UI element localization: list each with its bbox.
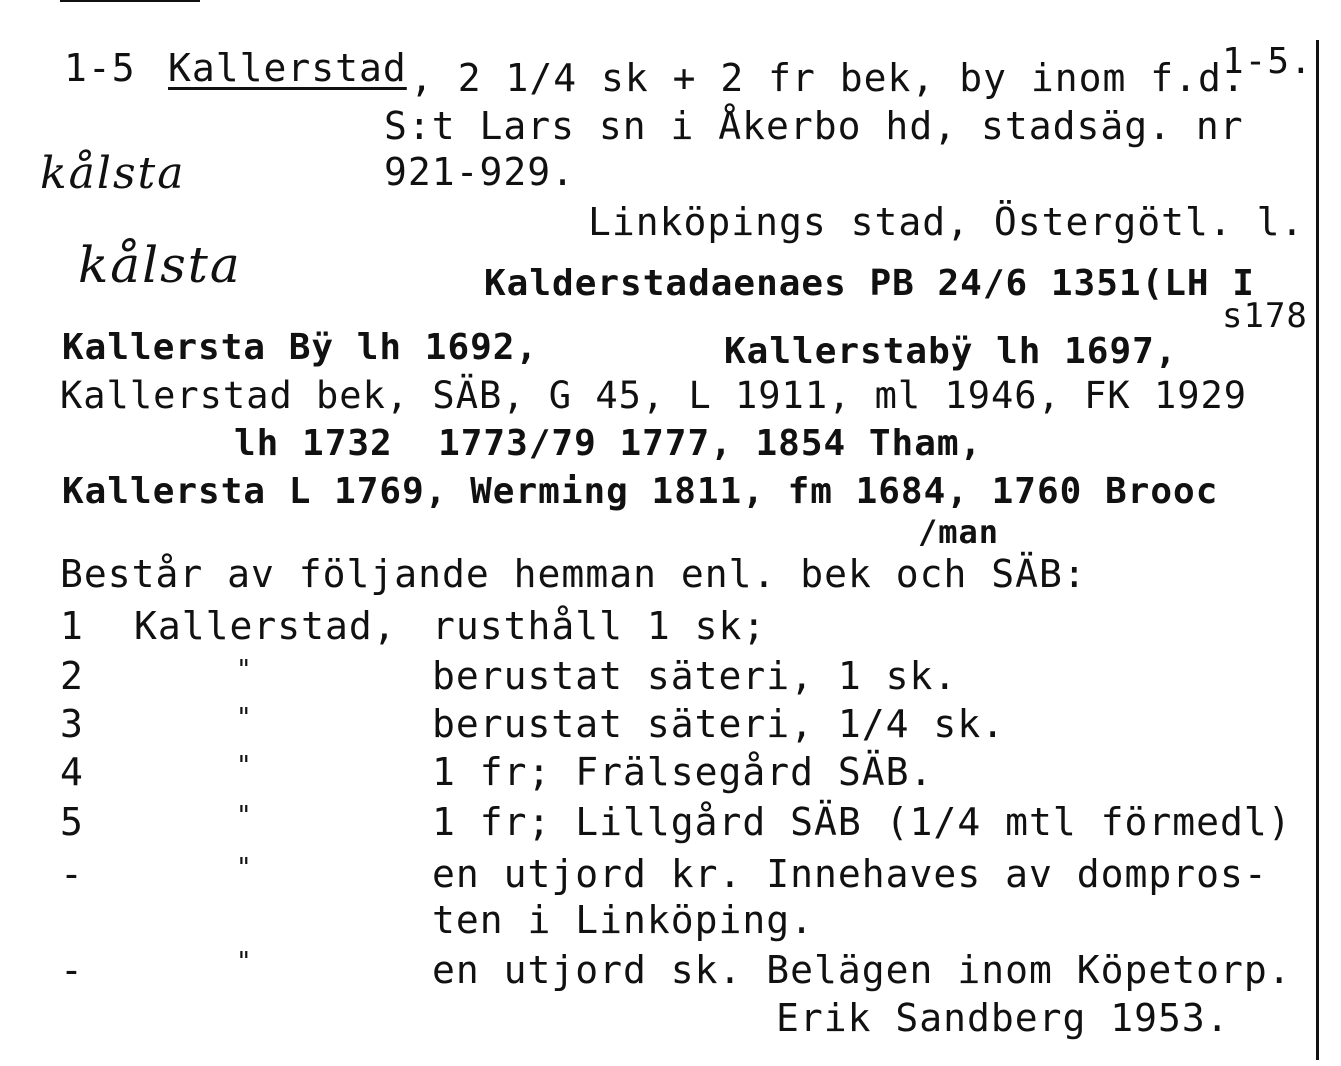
line-9-note: /man (918, 513, 1000, 551)
hemman-number: 5 (60, 800, 84, 844)
line-4: Linköpings stad, Östergötl. l. (588, 200, 1305, 244)
line-8: lh 1732 1773/79 1777, 1854 Tham, (234, 423, 983, 464)
line-1-rest: , 2 1/4 sk + 2 fr bek, by inom f.d. (410, 56, 1246, 100)
hemman-description: berustat säteri, 1 sk. (432, 654, 958, 698)
hemman-description: ten i Linköping. (432, 898, 815, 942)
line-6-source-a: Kallersta Bÿ lh 1692, (62, 327, 539, 368)
line-5-source: Kalderstadaenaes PB 24/6 1351(LH I (484, 263, 1255, 304)
line-2: S:t Lars sn i Åkerbo hd, stadsäg. nr (384, 104, 1244, 148)
hemman-name: Kallerstad, (134, 604, 397, 648)
hemman-description: berustat säteri, 1/4 sk. (432, 702, 1006, 746)
handwritten-pronunciation-2: kålsta (78, 236, 242, 294)
line-10-heading: Består av följande hemman enl. bek och SÄB: (60, 552, 1087, 596)
hemman-description: en utjord kr. Innehaves av dompros- (432, 852, 1268, 896)
hemman-number: - (60, 852, 84, 896)
hemman-ditto: " (236, 947, 253, 977)
entry-number: 1-5 (64, 46, 136, 90)
line-7: Kallerstad bek, SÄB, G 45, L 1911, ml 1946, FK 1929 (60, 374, 1248, 417)
hemman-description: 1 fr; Frälsegård SÄB. (432, 750, 934, 794)
hemman-ditto: " (236, 751, 253, 781)
hemman-description: rusthåll 1 sk; (432, 604, 767, 648)
hemman-number: 3 (60, 702, 84, 746)
line-6-source-b: Kallerstabÿ lh 1697, (724, 331, 1178, 372)
hemman-description: 1 fr; Lillgård SÄB (1/4 mtl förmedl) (432, 800, 1292, 844)
corner-reference: 1-5. (1222, 41, 1313, 82)
line-3: 921-929. (384, 150, 576, 194)
hemman-ditto: " (236, 853, 253, 883)
card-edge-top (60, 0, 200, 2)
hemman-ditto: " (236, 703, 253, 733)
hemman-ditto: " (236, 655, 253, 685)
line-5-note: s178 (1222, 296, 1308, 336)
card-edge-right (1316, 40, 1319, 1060)
hemman-number: 4 (60, 750, 84, 794)
signature: Erik Sandberg 1953. (776, 996, 1230, 1040)
hemman-number: 2 (60, 654, 84, 698)
place-name: Kallerstad (168, 46, 407, 90)
line-9: Kallersta L 1769, Werming 1811, fm 1684, 1760 Brooc (62, 471, 1219, 512)
hemman-number: - (60, 948, 84, 992)
handwritten-pronunciation-1: kålsta (40, 148, 186, 199)
hemman-ditto: " (236, 801, 253, 831)
hemman-description: en utjord sk. Belägen inom Köpetorp. (432, 948, 1292, 992)
hemman-number: 1 (60, 604, 84, 648)
